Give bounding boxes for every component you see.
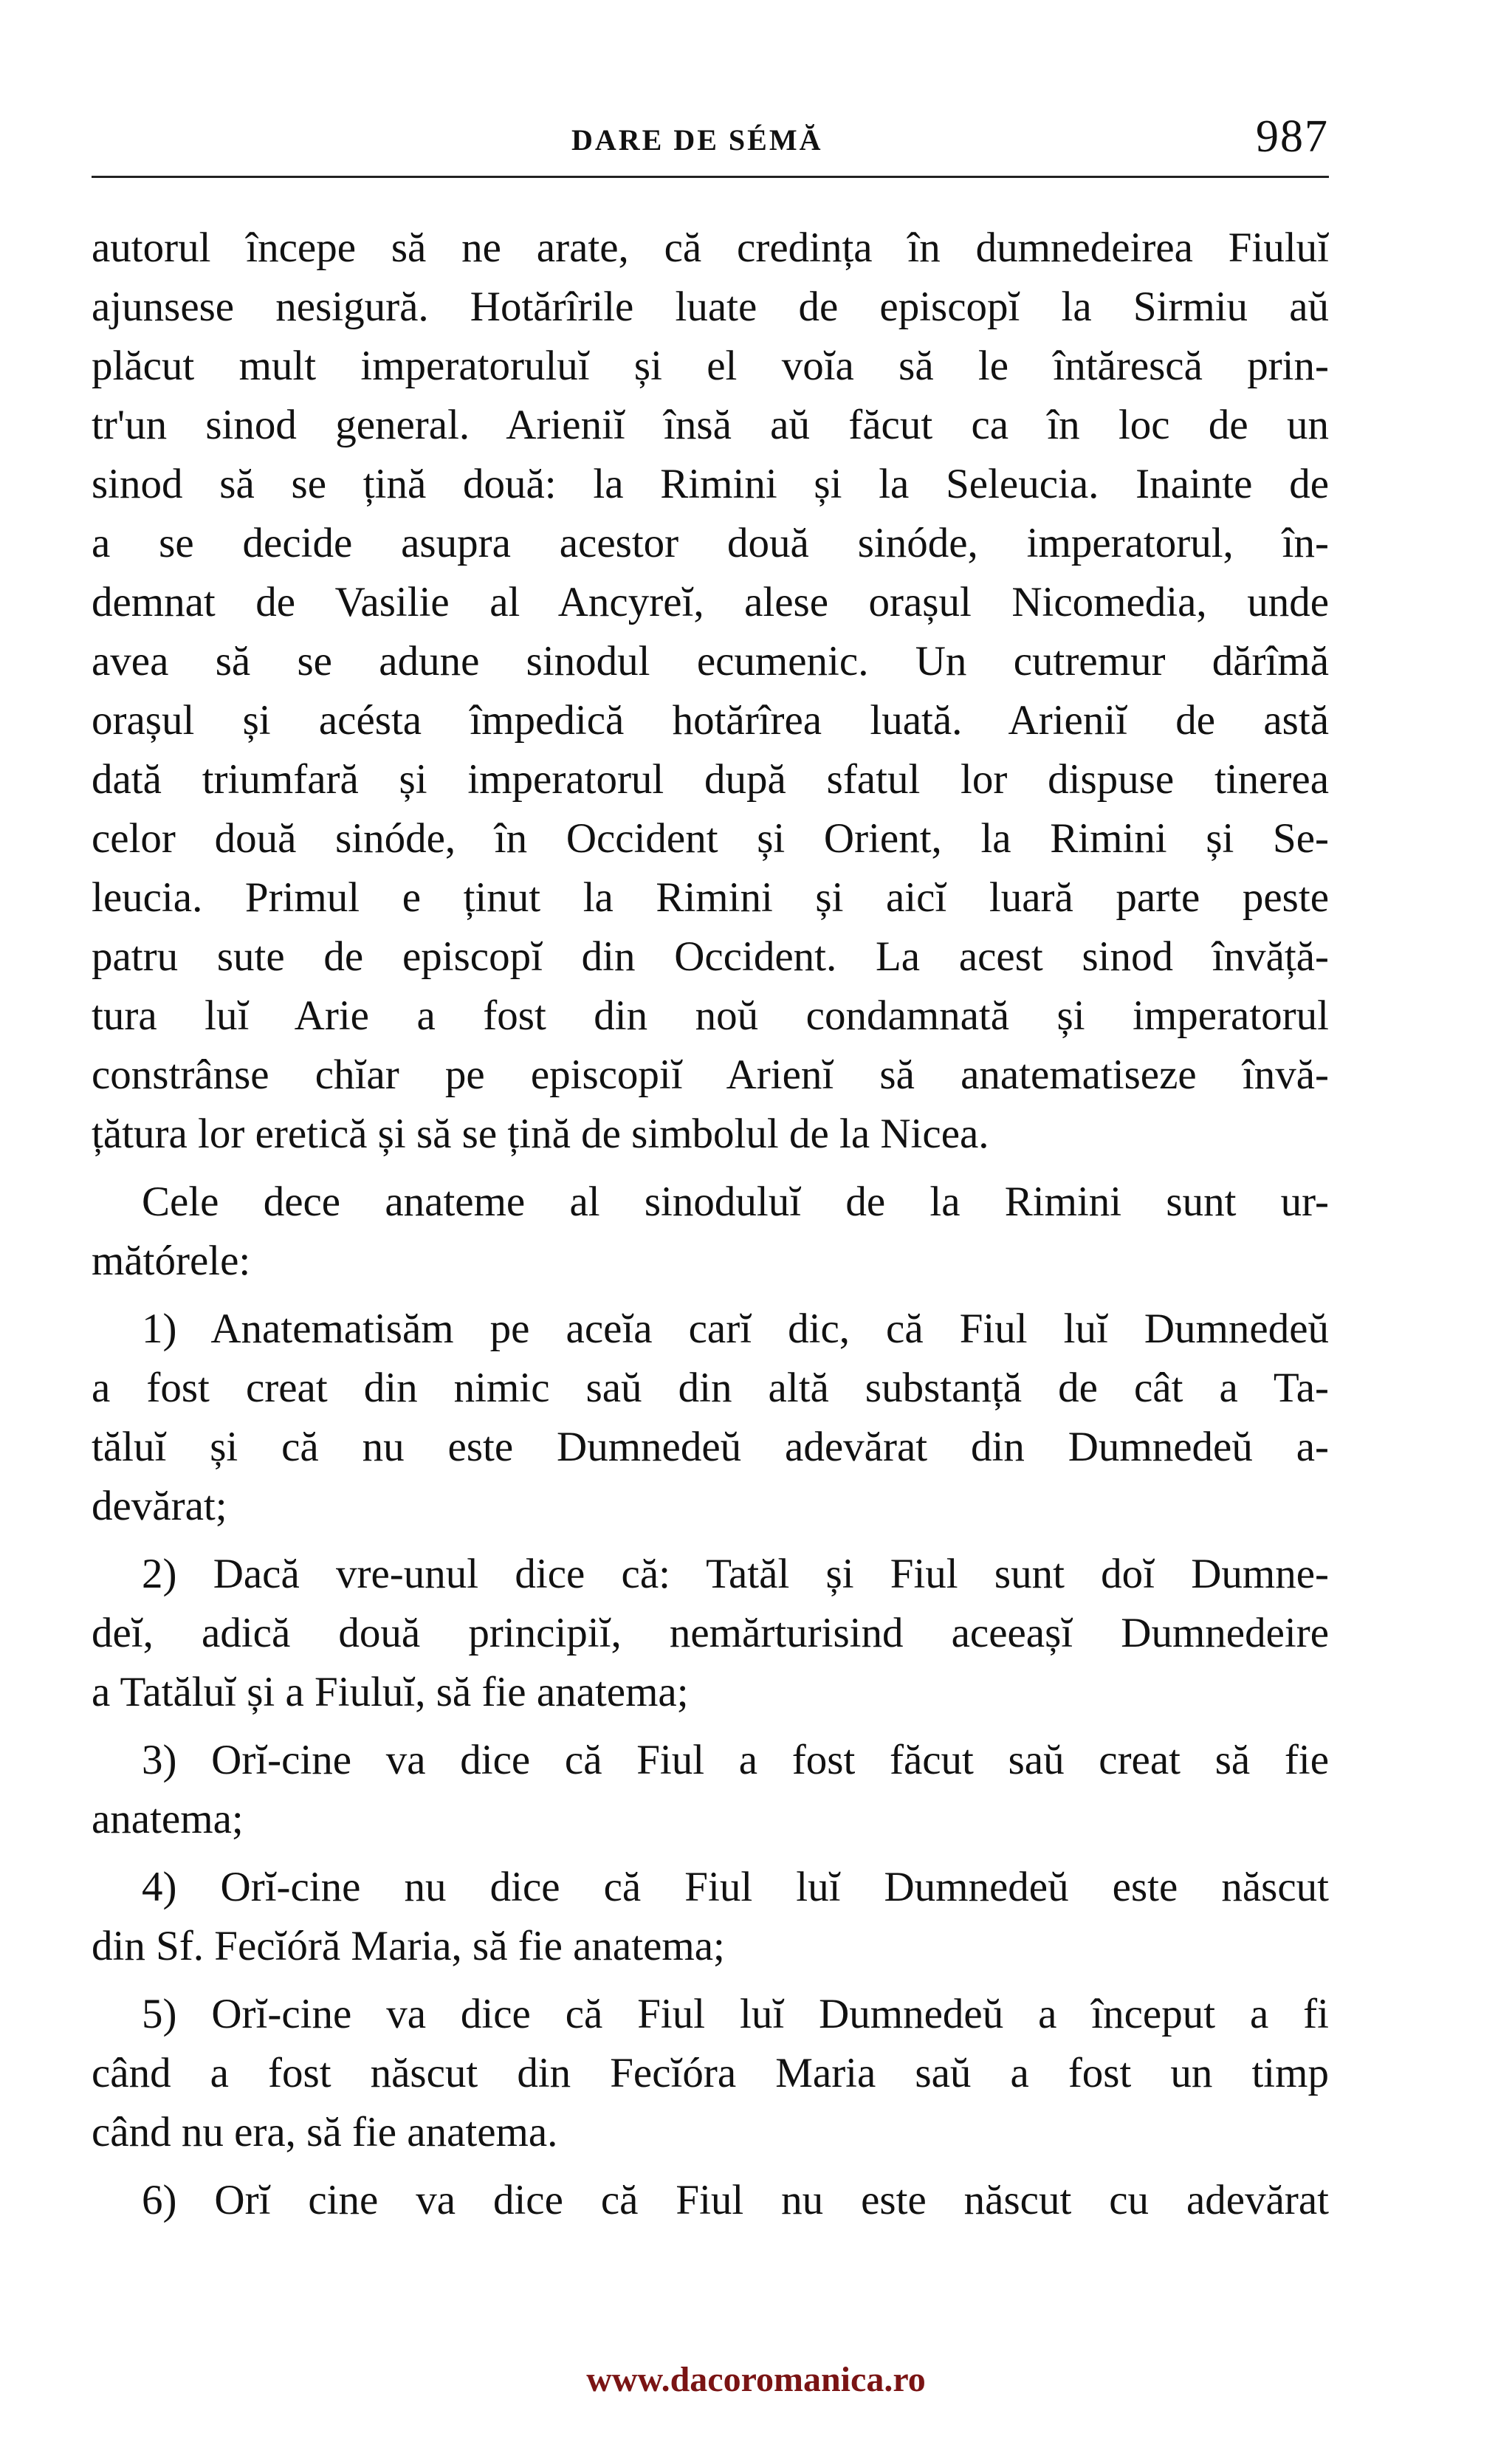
page-number: 987	[1256, 112, 1329, 162]
text-line: celor două sinóde, în Occident și Orient, la Rimini și Se-	[92, 815, 1329, 862]
text-line: țătura lor eretică și să se țină de simbolul de la Nicea.	[92, 1111, 989, 1157]
text-line: a Tatăluĭ și a Fiuluĭ, să fie anatema;	[92, 1669, 689, 1715]
text-line: din Sf. Fecĭóră Maria, să fie anatema;	[92, 1923, 725, 1969]
text-line: plăcut mult imperatoruluĭ și el voĭa să le întărescă prin-	[92, 343, 1329, 389]
text-line: dată triumfară și imperatorul după sfatul lor dispuse tinerea	[92, 756, 1329, 803]
running-title: DARE DE SÉMĂ	[571, 123, 823, 157]
text-line: tr'un sinod general. Arieniĭ însă aŭ făcut ca în loc de un	[92, 402, 1329, 448]
text-line: 1) Anatematisăm pe aceĭa carĭ dic, că Fiul luĭ Dumnedeŭ	[142, 1306, 1329, 1352]
page-body	[92, 219, 1329, 2230]
paragraph-council-history	[92, 219, 1329, 1164]
text-line: patru sute de episcopĭ din Occident. La acest sinod învăță-	[92, 933, 1329, 980]
anathema-item-3	[92, 1731, 1329, 1849]
paragraph-anathemas-intro	[92, 1173, 1329, 1291]
text-line: ajunsese nesigură. Hotărîrile luate de episcopĭ la Sirmiu aŭ	[92, 284, 1329, 330]
text-line: anatema;	[92, 1796, 244, 1842]
text-line: 2) Dacă vre-unul dice că: Tatăl și Fiul sunt doĭ Dumne-	[142, 1551, 1329, 1597]
source-watermark: www.dacoromanica.ro	[586, 2360, 926, 2399]
text-line: 3) Orĭ-cine va dice că Fiul a fost făcut saŭ creat să fie	[142, 1737, 1329, 1783]
text-line: a se decide asupra acestor două sinóde, imperatorul, în-	[92, 520, 1329, 566]
text-line: tăluĭ și că nu este Dumnedeŭ adevărat din Dumnedeŭ a-	[92, 1424, 1329, 1470]
text-line: constrânse chĭar pe episcopiĭ Arienĭ să anatematiseze învă-	[92, 1052, 1329, 1098]
text-line: tura luĭ Arie a fost din noŭ condamnată și imperatorul	[92, 992, 1329, 1039]
text-line: Cele dece anateme al sinoduluĭ de la Rimini sunt ur-	[142, 1179, 1329, 1225]
text-line: sinod să se țină două: la Rimini și la Seleucia. Inainte de	[92, 461, 1329, 507]
text-line: avea să se adune sinodul ecumenic. Un cutremur dărîmă	[92, 638, 1329, 685]
text-line: mătórele:	[92, 1238, 251, 1284]
text-line: leucia. Primul e ținut la Rimini și aicĭ luară parte peste	[92, 874, 1329, 921]
page-header	[92, 111, 1329, 182]
anathema-item-5	[92, 1985, 1329, 2162]
text-line: 5) Orĭ-cine va dice că Fiul luĭ Dumnedeŭ a început a fi	[142, 1991, 1329, 2037]
text-line: demnat de Vasilie al Ancyreĭ, alese orașul Nicomedia, unde	[92, 579, 1329, 625]
text-line: autorul începe să ne arate, că credința în dumnedeirea Fiuluĭ	[92, 224, 1329, 271]
text-line: devărat;	[92, 1483, 227, 1529]
anathema-item-1	[92, 1300, 1329, 1536]
text-line: deĭ, adică două principiĭ, nemărturisind aceeașĭ Dumnedeire	[92, 1610, 1329, 1656]
anathema-item-2	[92, 1545, 1329, 1722]
text-line: 4) Orĭ-cine nu dice că Fiul luĭ Dumnedeŭ este născut	[142, 1864, 1329, 1910]
text-line: când nu era, să fie anatema.	[92, 2109, 558, 2155]
text-line: când a fost născut din Fecĭóra Maria saŭ a fost un timp	[92, 2050, 1329, 2096]
text-line: orașul și acésta împedică hotărîrea luată. Arieniĭ de astă	[92, 697, 1329, 744]
anathema-item-6	[92, 2171, 1329, 2230]
text-line: a fost creat din nimic saŭ din altă substanță de cât a Ta-	[92, 1365, 1329, 1411]
header-rule	[92, 176, 1329, 178]
text-line: 6) Orĭ cine va dice că Fiul nu este născut cu adevărat	[142, 2177, 1329, 2223]
anathema-item-4	[92, 1858, 1329, 1976]
